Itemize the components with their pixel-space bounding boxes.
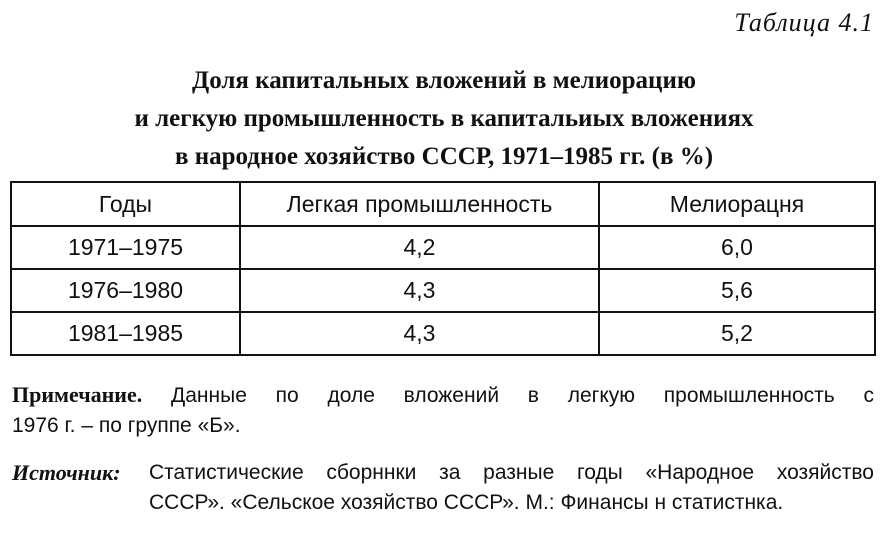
note-label: Примечание.: [12, 382, 143, 407]
cell-melioration: 5,6: [599, 269, 875, 312]
table-row: [11, 269, 875, 312]
cell-melioration: 5,2: [599, 312, 875, 355]
source-paragraph: [12, 458, 874, 518]
header-light-industry: Легкая промышленность: [240, 182, 599, 226]
cell-light-industry: 4,2: [240, 226, 599, 269]
table-title: [0, 62, 888, 176]
note-paragraph: [12, 380, 874, 441]
cell-years: 1981–1985: [11, 312, 240, 355]
cell-melioration: 6,0: [599, 226, 875, 269]
source-body: [149, 458, 874, 518]
source-line-1: Статистические сборннки за разные годы «Народное хозяйство: [149, 461, 874, 484]
note-line-1: [12, 380, 874, 411]
header-melioration: Мелиорацня: [599, 182, 875, 226]
note-line-2: 1976 г. – по группе «Б».: [12, 414, 241, 437]
table-row: [11, 226, 875, 269]
data-table: [10, 181, 876, 356]
cell-years: 1976–1980: [11, 269, 240, 312]
header-years: Годы: [11, 182, 240, 226]
source-label: Источник:: [12, 460, 121, 485]
cell-years: 1971–1975: [11, 226, 240, 269]
cell-light-industry: 4,3: [240, 269, 599, 312]
table-number: Таблица 4.1: [734, 8, 874, 37]
note-text-1: Данные по доле вложений в легкую промышленность с: [171, 384, 875, 407]
title-line-3: в народное хозяйство СССР, 1971–1985 гг. (в %): [174, 143, 714, 170]
title-line-1: Доля капитальных вложений в мелиорацию: [192, 67, 696, 94]
source-line-2: СССР». «Сельское хозяйство СССР». М.: Финансы н статистнка.: [149, 491, 784, 514]
cell-light-industry: 4,3: [240, 312, 599, 355]
title-line-2: и легкую промышленность в капитальиых вложениях: [134, 105, 754, 132]
header-row: [11, 182, 875, 226]
table-row: [11, 312, 875, 355]
